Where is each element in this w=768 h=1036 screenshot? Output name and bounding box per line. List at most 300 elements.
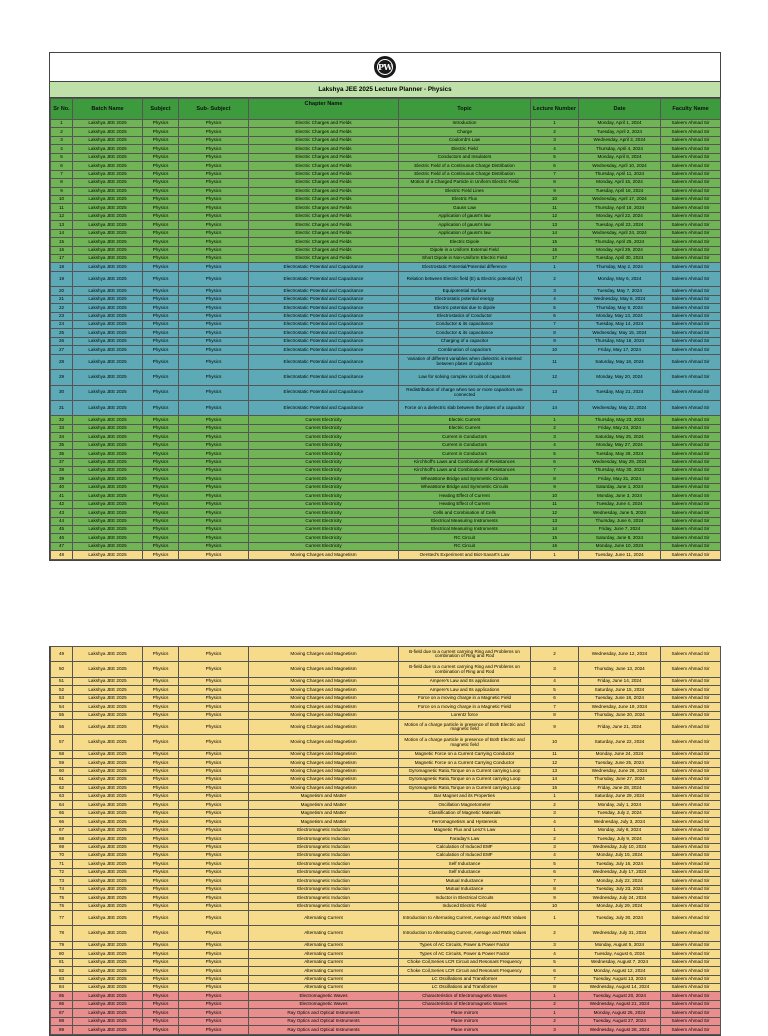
subject-cell: Physics — [143, 750, 179, 758]
sub-subject-cell: Physics — [179, 767, 249, 775]
table-row — [51, 153, 721, 161]
lecture-number-cell: 6 — [531, 162, 579, 170]
chapter-cell: Moving Charges and Magnetism — [249, 711, 399, 719]
topic-cell: Oscillation Magnetometer — [399, 801, 531, 809]
table-row — [51, 967, 721, 975]
table-row — [51, 926, 721, 941]
date-cell: Wednesday, July 24, 2024 — [579, 894, 661, 902]
sr-no-cell: 59 — [51, 759, 73, 767]
chapter-cell: Electrostatic Potential and Capacitance — [249, 287, 399, 295]
sub-subject-cell: Physics — [179, 809, 249, 817]
sub-subject-cell: Physics — [179, 860, 249, 868]
topic-cell: Electric Flux — [399, 195, 531, 203]
table-row — [51, 818, 721, 826]
topic-cell: B-field due to a current carrying Ring and Problems on combination of Ring and Rod — [399, 647, 531, 662]
faculty-cell: Saleem Ahmad Sir — [661, 145, 721, 153]
date-cell: Wednesday, July 10, 2024 — [579, 843, 661, 851]
batch-cell: Lakshya JEE 2025 — [73, 852, 143, 860]
faculty-cell: Saleem Ahmad Sir — [661, 136, 721, 144]
subject-cell: Physics — [143, 187, 179, 195]
batch-cell: Lakshya JEE 2025 — [73, 694, 143, 702]
date-cell: Thursday, May 23, 2024 — [579, 416, 661, 424]
chapter-cell: Electrostatic Potential and Capacitance — [249, 354, 399, 369]
sr-no-cell: 57 — [51, 735, 73, 750]
faculty-cell: Saleem Ahmad Sir — [661, 719, 721, 734]
lecture-number-cell: 13 — [531, 767, 579, 775]
lecture-number-cell: 13 — [531, 221, 579, 229]
chapter-cell: Electrostatic Potential and Capacitance — [249, 295, 399, 303]
sr-no-cell: 60 — [51, 767, 73, 775]
sub-subject-cell: Physics — [179, 145, 249, 153]
batch-cell: Lakshya JEE 2025 — [73, 450, 143, 458]
chapter-cell: Electrostatic Potential and Capacitance — [249, 370, 399, 385]
date-cell: Thursday, June 6, 2024 — [579, 517, 661, 525]
lecture-number-cell: 2 — [531, 647, 579, 662]
date-cell: Thursday, April 11, 2024 — [579, 170, 661, 178]
subject-cell: Physics — [143, 958, 179, 966]
table-row — [51, 1026, 721, 1034]
faculty-cell: Saleem Ahmad Sir — [661, 877, 721, 885]
batch-cell: Lakshya JEE 2025 — [73, 975, 143, 983]
lecture-number-cell: 17 — [531, 255, 579, 263]
topic-cell: Electric Current — [399, 416, 531, 424]
batch-cell: Lakshya JEE 2025 — [73, 719, 143, 734]
lecture-number-cell: 2 — [531, 926, 579, 941]
table-row — [51, 703, 721, 711]
sub-subject-cell: Physics — [179, 450, 249, 458]
topic-cell: Current in Conductors — [399, 433, 531, 441]
batch-cell: Lakshya JEE 2025 — [73, 475, 143, 483]
sub-subject-cell: Physics — [179, 271, 249, 286]
subject-cell: Physics — [143, 662, 179, 677]
date-cell: Wednesday, July 3, 2024 — [579, 818, 661, 826]
lecture-number-cell: 8 — [531, 984, 579, 992]
topic-cell: Electrostatic potential energy — [399, 295, 531, 303]
sr-no-cell: 75 — [51, 894, 73, 902]
date-cell: Tuesday, July 2, 2024 — [579, 809, 661, 817]
topic-cell: Types of AC Circuits, Power & Power Factor — [399, 950, 531, 958]
sub-subject-cell: Physics — [179, 370, 249, 385]
sub-subject-cell: Physics — [179, 975, 249, 983]
sub-subject-cell: Physics — [179, 424, 249, 432]
sub-subject-cell: Physics — [179, 246, 249, 254]
subject-cell: Physics — [143, 534, 179, 542]
date-cell: Monday, May 13, 2024 — [579, 312, 661, 320]
sub-subject-cell: Physics — [179, 187, 249, 195]
sub-subject-cell: Physics — [179, 526, 249, 534]
sub-subject-cell: Physics — [179, 229, 249, 237]
subject-cell: Physics — [143, 329, 179, 337]
sr-no-cell: 49 — [51, 647, 73, 662]
lecture-number-cell: 15 — [531, 238, 579, 246]
faculty-cell: Saleem Ahmad Sir — [661, 551, 721, 559]
faculty-cell: Saleem Ahmad Sir — [661, 784, 721, 792]
sub-subject-cell: Physics — [179, 136, 249, 144]
chapter-cell: Moving Charges and Magnetism — [249, 551, 399, 559]
table-row — [51, 843, 721, 851]
table-row — [51, 1009, 721, 1017]
subject-cell: Physics — [143, 238, 179, 246]
lecture-number-cell: 1 — [531, 826, 579, 834]
table-row — [51, 450, 721, 458]
table-row — [51, 271, 721, 286]
date-cell: Tuesday, May 28, 2024 — [579, 450, 661, 458]
faculty-cell: Saleem Ahmad Sir — [661, 902, 721, 910]
date-cell: Saturday, May 25, 2024 — [579, 433, 661, 441]
chapter-cell: Current Electricity — [249, 483, 399, 491]
sr-no-cell: 15 — [51, 238, 73, 246]
chapter-cell: Electrostatic Potential and Capacitance — [249, 321, 399, 329]
sr-no-cell: 31 — [51, 400, 73, 415]
lecture-table-2 — [50, 646, 721, 1035]
date-cell: Tuesday, April 2, 2024 — [579, 128, 661, 136]
table-row — [51, 877, 721, 885]
faculty-cell: Saleem Ahmad Sir — [661, 809, 721, 817]
lecture-number-cell: 4 — [531, 295, 579, 303]
sub-subject-cell: Physics — [179, 694, 249, 702]
pw-logo-text: PW — [378, 62, 392, 72]
subject-cell: Physics — [143, 686, 179, 694]
sub-subject-cell: Physics — [179, 517, 249, 525]
date-cell: Monday, April 29, 2024 — [579, 246, 661, 254]
date-cell: Tuesday, June 11, 2024 — [579, 551, 661, 559]
subject-cell: Physics — [143, 967, 179, 975]
table-row — [51, 354, 721, 369]
faculty-cell: Saleem Ahmad Sir — [661, 992, 721, 1000]
batch-cell: Lakshya JEE 2025 — [73, 542, 143, 550]
chapter-cell: Alternating Current — [249, 950, 399, 958]
topic-cell: Induced Electric Field — [399, 902, 531, 910]
chapter-cell: Current Electricity — [249, 433, 399, 441]
table-body-2 — [51, 647, 721, 1035]
lecture-number-cell: 14 — [531, 776, 579, 784]
sub-subject-cell: Physics — [179, 179, 249, 187]
topic-cell: Introduction to Alternating Current, Average and RMS Values — [399, 911, 531, 926]
date-cell: Monday, April 15, 2024 — [579, 179, 661, 187]
faculty-cell: Saleem Ahmad Sir — [661, 735, 721, 750]
lecture-number-cell: 7 — [531, 170, 579, 178]
batch-cell: Lakshya JEE 2025 — [73, 221, 143, 229]
table-row — [51, 337, 721, 345]
subject-cell: Physics — [143, 509, 179, 517]
sub-subject-cell: Physics — [179, 304, 249, 312]
sr-no-cell: 34 — [51, 433, 73, 441]
table-row — [51, 809, 721, 817]
topic-cell: Ampere's Law and Its applications — [399, 686, 531, 694]
table-row — [51, 852, 721, 860]
faculty-cell: Saleem Ahmad Sir — [661, 1026, 721, 1034]
chapter-cell: Electric Charges and Fields — [249, 221, 399, 229]
topic-cell: Coulomb's Law — [399, 136, 531, 144]
sub-subject-cell: Physics — [179, 416, 249, 424]
sr-no-cell: 39 — [51, 475, 73, 483]
chapter-cell: Ray Optics and Optical Instruments — [249, 1009, 399, 1017]
date-cell: Saturday, June 8, 2024 — [579, 534, 661, 542]
topic-cell: Electric Field of a Continuous Charge Distribution — [399, 162, 531, 170]
lecture-number-cell: 1 — [531, 992, 579, 1000]
sub-subject-cell: Physics — [179, 647, 249, 662]
chapter-cell: Ray Optics and Optical Instruments — [249, 1017, 399, 1025]
batch-cell: Lakshya JEE 2025 — [73, 458, 143, 466]
lecture-number-cell: 11 — [531, 500, 579, 508]
faculty-cell: Saleem Ahmad Sir — [661, 686, 721, 694]
chapter-cell: Electric Charges and Fields — [249, 120, 399, 128]
batch-cell: Lakshya JEE 2025 — [73, 735, 143, 750]
sub-subject-cell: Physics — [179, 1009, 249, 1017]
topic-cell: Mutual Inductance — [399, 877, 531, 885]
date-cell: Thursday, April 18, 2024 — [579, 204, 661, 212]
chapter-cell: Electromagnetic Induction — [249, 877, 399, 885]
table-row — [51, 416, 721, 424]
subject-cell: Physics — [143, 711, 179, 719]
batch-cell: Lakshya JEE 2025 — [73, 187, 143, 195]
faculty-cell: Saleem Ahmad Sir — [661, 204, 721, 212]
batch-cell: Lakshya JEE 2025 — [73, 662, 143, 677]
subject-cell: Physics — [143, 295, 179, 303]
lecture-number-cell: 1 — [531, 263, 579, 271]
faculty-cell: Saleem Ahmad Sir — [661, 911, 721, 926]
sub-subject-cell: Physics — [179, 911, 249, 926]
sr-no-cell: 79 — [51, 941, 73, 949]
faculty-cell: Saleem Ahmad Sir — [661, 483, 721, 491]
table-row — [51, 195, 721, 203]
date-cell: Tuesday, August 6, 2024 — [579, 950, 661, 958]
faculty-cell: Saleem Ahmad Sir — [661, 153, 721, 161]
lecture-number-cell: 12 — [531, 212, 579, 220]
chapter-cell: Current Electricity — [249, 441, 399, 449]
batch-cell: Lakshya JEE 2025 — [73, 950, 143, 958]
batch-cell: Lakshya JEE 2025 — [73, 677, 143, 685]
batch-cell: Lakshya JEE 2025 — [73, 551, 143, 559]
table-row — [51, 517, 721, 525]
lecture-number-cell: 6 — [531, 868, 579, 876]
topic-cell: Force on a moving charge in a Magnetic Field — [399, 703, 531, 711]
batch-cell: Lakshya JEE 2025 — [73, 271, 143, 286]
table-row — [51, 534, 721, 542]
subject-cell: Physics — [143, 433, 179, 441]
table-row — [51, 475, 721, 483]
table-row — [51, 441, 721, 449]
subject-cell: Physics — [143, 416, 179, 424]
date-cell: Friday, June 21, 2024 — [579, 719, 661, 734]
subject-cell: Physics — [143, 255, 179, 263]
table-header-row — [51, 99, 721, 120]
lecture-number-cell: 5 — [531, 153, 579, 161]
faculty-cell: Saleem Ahmad Sir — [661, 1009, 721, 1017]
batch-cell: Lakshya JEE 2025 — [73, 826, 143, 834]
subject-cell: Physics — [143, 809, 179, 817]
lecture-number-cell: 10 — [531, 492, 579, 500]
lecture-number-cell: 2 — [531, 128, 579, 136]
sr-no-cell: 24 — [51, 321, 73, 329]
sr-no-cell: 33 — [51, 424, 73, 432]
sr-no-cell: 46 — [51, 534, 73, 542]
sub-subject-cell: Physics — [179, 950, 249, 958]
date-cell: Saturday, June 1, 2024 — [579, 483, 661, 491]
lecture-number-cell: 16 — [531, 542, 579, 550]
sub-subject-cell: Physics — [179, 295, 249, 303]
sr-no-cell: 76 — [51, 902, 73, 910]
date-cell: Wednesday, May 22, 2024 — [579, 400, 661, 415]
sub-subject-cell: Physics — [179, 204, 249, 212]
table-row — [51, 792, 721, 800]
sr-no-cell: 45 — [51, 526, 73, 534]
table-row — [51, 735, 721, 750]
subject-cell: Physics — [143, 337, 179, 345]
date-cell: Saturday, June 15, 2024 — [579, 686, 661, 694]
chapter-cell: Electromagnetic Induction — [249, 835, 399, 843]
subject-cell: Physics — [143, 719, 179, 734]
table-row — [51, 329, 721, 337]
topic-cell: Characteristics of Electromagnetic Waves — [399, 1000, 531, 1008]
sr-no-cell: 82 — [51, 967, 73, 975]
sub-subject-cell: Physics — [179, 826, 249, 834]
table-row — [51, 483, 721, 491]
table-row — [51, 500, 721, 508]
faculty-cell: Saleem Ahmad Sir — [661, 120, 721, 128]
batch-cell: Lakshya JEE 2025 — [73, 179, 143, 187]
faculty-cell: Saleem Ahmad Sir — [661, 517, 721, 525]
faculty-cell: Saleem Ahmad Sir — [661, 287, 721, 295]
lecture-number-cell: 14 — [531, 526, 579, 534]
topic-cell: RC Circuit — [399, 534, 531, 542]
lecture-number-cell: 12 — [531, 370, 579, 385]
faculty-cell: Saleem Ahmad Sir — [661, 950, 721, 958]
date-cell: Thursday, May 9, 2024 — [579, 304, 661, 312]
sub-subject-cell: Physics — [179, 1000, 249, 1008]
batch-cell: Lakshya JEE 2025 — [73, 911, 143, 926]
table-row — [51, 975, 721, 983]
subject-cell: Physics — [143, 526, 179, 534]
topic-cell: Wheatstone Bridge and Symmetric Circuits — [399, 475, 531, 483]
sub-subject-cell: Physics — [179, 677, 249, 685]
faculty-cell: Saleem Ahmad Sir — [661, 255, 721, 263]
sr-no-cell: 77 — [51, 911, 73, 926]
faculty-cell: Saleem Ahmad Sir — [661, 975, 721, 983]
subject-cell: Physics — [143, 263, 179, 271]
batch-cell: Lakshya JEE 2025 — [73, 329, 143, 337]
sr-no-cell: 43 — [51, 509, 73, 517]
sr-no-cell: 23 — [51, 312, 73, 320]
chapter-cell: Current Electricity — [249, 492, 399, 500]
topic-cell: Gauss Law — [399, 204, 531, 212]
sr-no-cell: 20 — [51, 287, 73, 295]
lecture-number-cell: 10 — [531, 195, 579, 203]
lecture-number-cell: 12 — [531, 759, 579, 767]
subject-cell: Physics — [143, 1000, 179, 1008]
sr-no-cell: 13 — [51, 221, 73, 229]
sub-subject-cell: Physics — [179, 500, 249, 508]
subject-cell: Physics — [143, 450, 179, 458]
lecture-number-cell: 8 — [531, 179, 579, 187]
batch-cell: Lakshya JEE 2025 — [73, 229, 143, 237]
table-row — [51, 145, 721, 153]
batch-cell: Lakshya JEE 2025 — [73, 120, 143, 128]
sr-no-cell: 35 — [51, 441, 73, 449]
table-row — [51, 136, 721, 144]
batch-cell: Lakshya JEE 2025 — [73, 792, 143, 800]
faculty-cell: Saleem Ahmad Sir — [661, 370, 721, 385]
lecture-number-cell: 9 — [531, 719, 579, 734]
date-cell: Monday, May 20, 2024 — [579, 370, 661, 385]
chapter-cell: Electromagnetic Induction — [249, 860, 399, 868]
faculty-cell: Saleem Ahmad Sir — [661, 229, 721, 237]
subject-cell: Physics — [143, 321, 179, 329]
date-cell: Thursday, May 16, 2024 — [579, 337, 661, 345]
topic-cell: Current in Conductors — [399, 441, 531, 449]
sub-subject-cell: Physics — [179, 662, 249, 677]
subject-cell: Physics — [143, 500, 179, 508]
chapter-cell: Moving Charges and Magnetism — [249, 759, 399, 767]
lecture-number-cell: 1 — [531, 551, 579, 559]
sr-no-cell: 65 — [51, 809, 73, 817]
topic-cell: Electric Field of a Continuous Charge Distribution — [399, 170, 531, 178]
chapter-cell: Moving Charges and Magnetism — [249, 767, 399, 775]
topic-cell: Application of gauss's law — [399, 221, 531, 229]
faculty-cell: Saleem Ahmad Sir — [661, 187, 721, 195]
table-row — [51, 894, 721, 902]
sr-no-cell: 32 — [51, 416, 73, 424]
batch-cell: Lakshya JEE 2025 — [73, 195, 143, 203]
subject-cell: Physics — [143, 950, 179, 958]
chapter-cell: Electric Charges and Fields — [249, 195, 399, 203]
date-cell: Friday, May 24, 2024 — [579, 424, 661, 432]
table-row — [51, 826, 721, 834]
date-cell: Tuesday, August 20, 2024 — [579, 992, 661, 1000]
sub-subject-cell: Physics — [179, 719, 249, 734]
lecture-number-cell: 4 — [531, 950, 579, 958]
table-row — [51, 677, 721, 685]
batch-cell: Lakshya JEE 2025 — [73, 500, 143, 508]
sr-no-cell: 68 — [51, 835, 73, 843]
sr-no-cell: 78 — [51, 926, 73, 941]
table-row — [51, 984, 721, 992]
table-row — [51, 542, 721, 550]
batch-cell: Lakshya JEE 2025 — [73, 647, 143, 662]
sr-no-cell: 70 — [51, 852, 73, 860]
date-cell: Wednesday, June 5, 2024 — [579, 509, 661, 517]
sr-no-cell: 41 — [51, 492, 73, 500]
table-row — [51, 941, 721, 949]
table-row — [51, 170, 721, 178]
subject-cell: Physics — [143, 894, 179, 902]
faculty-cell: Saleem Ahmad Sir — [661, 647, 721, 662]
chapter-cell: Current Electricity — [249, 542, 399, 550]
sub-subject-cell: Physics — [179, 877, 249, 885]
subject-cell: Physics — [143, 136, 179, 144]
topic-cell: Mutual Inductance — [399, 885, 531, 893]
lecture-number-cell: 4 — [531, 818, 579, 826]
sr-no-cell: 61 — [51, 776, 73, 784]
table-row — [51, 424, 721, 432]
chapter-cell: Electromagnetic Waves — [249, 1000, 399, 1008]
chapter-cell: Electrostatic Potential and Capacitance — [249, 329, 399, 337]
batch-cell: Lakshya JEE 2025 — [73, 136, 143, 144]
subject-cell: Physics — [143, 926, 179, 941]
sub-subject-cell: Physics — [179, 735, 249, 750]
table-row — [51, 466, 721, 474]
date-cell: Monday, April 1, 2024 — [579, 120, 661, 128]
date-cell: Tuesday, June 4, 2024 — [579, 500, 661, 508]
date-cell: Wednesday, May 8, 2024 — [579, 295, 661, 303]
lecture-number-cell: 15 — [531, 534, 579, 542]
faculty-cell: Saleem Ahmad Sir — [661, 221, 721, 229]
sub-subject-cell: Physics — [179, 255, 249, 263]
subject-cell: Physics — [143, 212, 179, 220]
lecture-number-cell: 5 — [531, 958, 579, 966]
faculty-cell: Saleem Ahmad Sir — [661, 170, 721, 178]
lecture-number-cell: 7 — [531, 321, 579, 329]
